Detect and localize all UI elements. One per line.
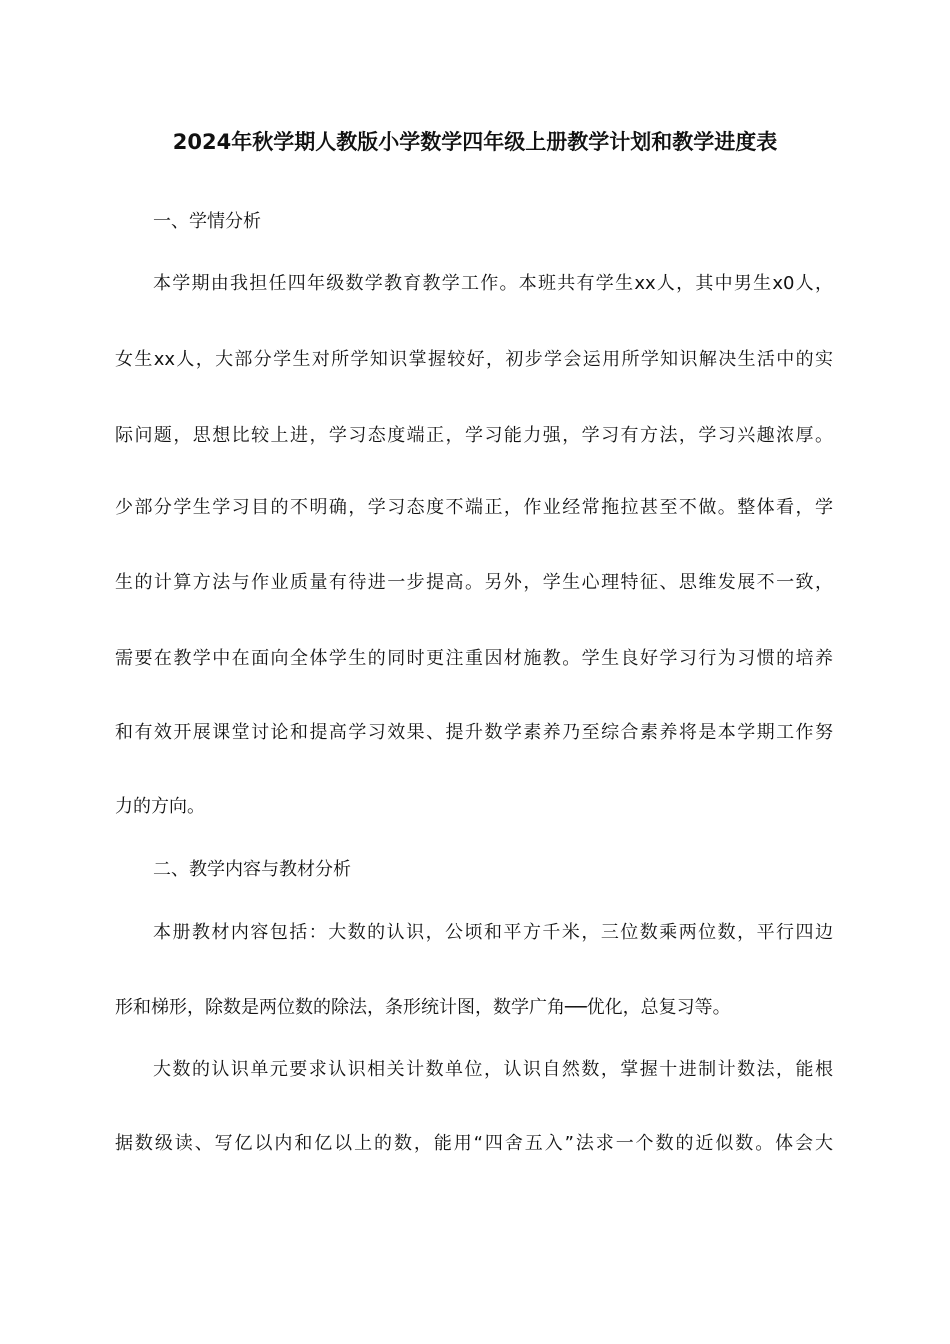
section-heading-content-analysis: 二、教学内容与教材分析 [153, 859, 351, 880]
paragraph-line: 力的方向。 [115, 796, 205, 817]
paragraph-line: 际问题，思想比较上进，学习态度端正，学习能力强，学习有方法，学习兴趣浓厚。 [115, 425, 833, 446]
paragraph-line: 形和梯形，除数是两位数的除法，条形统计图，数学广角──优化，总复习等。 [115, 997, 731, 1018]
paragraph-line: 据数级读、写亿以内和亿以上的数，能用“四舍五入”法求一个数的近似数。体会大 [115, 1133, 833, 1154]
paragraph-line: 需要在教学中在面向全体学生的同时更注重因材施教。学生良好学习行为习惯的培养 [115, 648, 833, 669]
section-heading-learning-analysis: 一、学情分析 [153, 211, 261, 232]
paragraph-line: 和有效开展课堂讨论和提高学习效果、提升数学素养乃至综合素养将是本学期工作努 [115, 722, 833, 743]
paragraph-line: 本册教材内容包括：大数的认识，公顷和平方千米，三位数乘两位数，平行四边 [153, 922, 833, 943]
paragraph-line: 大数的认识单元要求认识相关计数单位，认识自然数，掌握十进制计数法，能根 [153, 1059, 833, 1080]
paragraph-line: 本学期由我担任四年级数学教育教学工作。本班共有学生xx人，其中男生x0人， [153, 273, 833, 294]
document-title: 2024年秋学期人教版小学数学四年级上册教学计划和教学进度表 [172, 130, 778, 154]
paragraph-line: 少部分学生学习目的不明确，学习态度不端正，作业经常拖拉甚至不做。整体看，学 [115, 497, 833, 518]
paragraph-line: 生的计算方法与作业质量有待进一步提高。另外，学生心理特征、思维发展不一致， [115, 572, 833, 593]
paragraph-line: 女生xx人，大部分学生对所学知识掌握较好，初步学会运用所学知识解决生活中的实 [115, 349, 833, 370]
